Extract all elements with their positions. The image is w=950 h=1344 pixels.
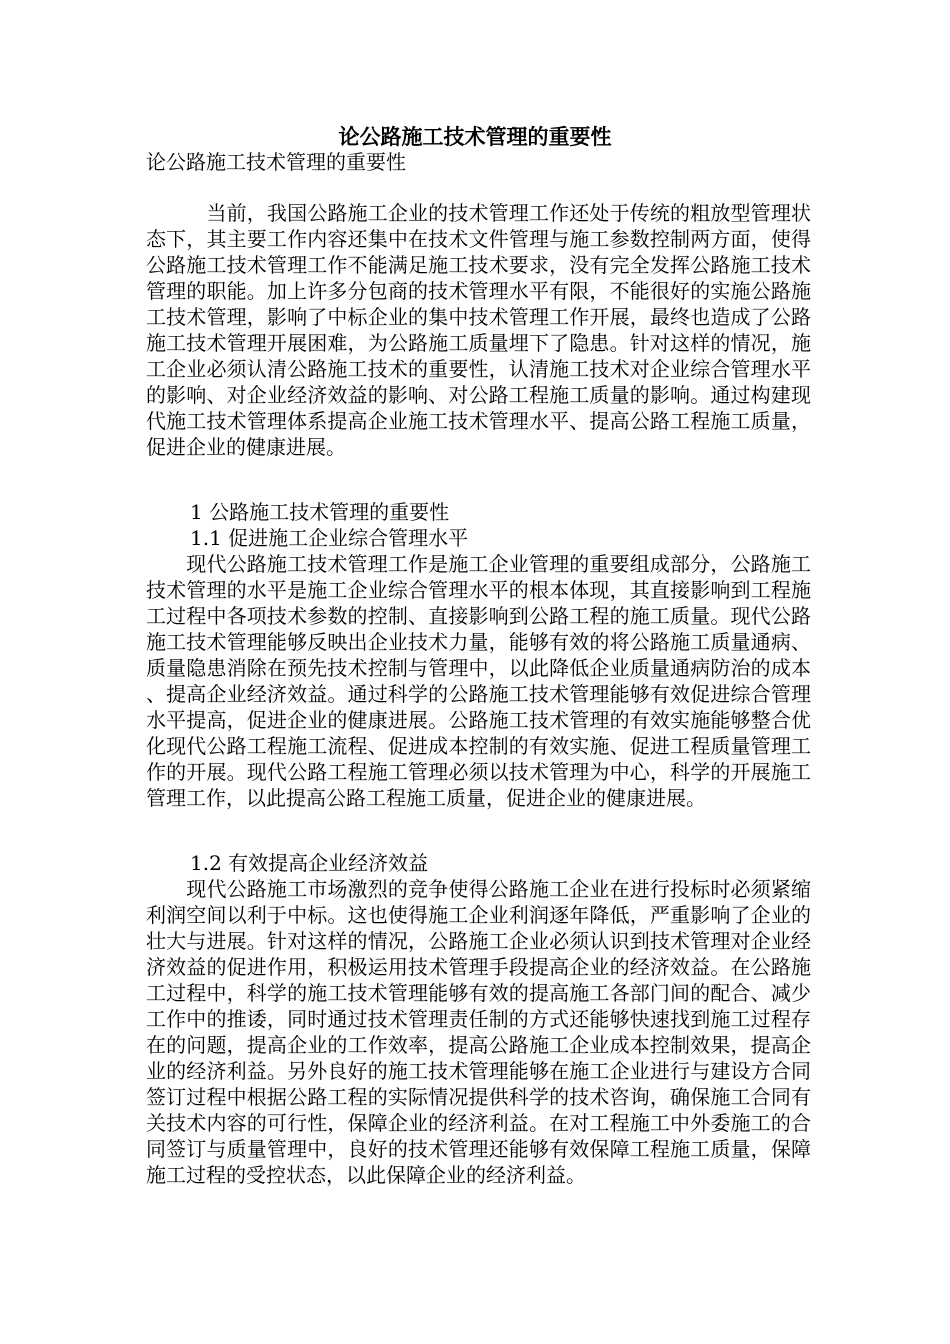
section-1-1-heading: 1.1 促进施工企业综合管理水平 (190, 526, 469, 550)
section-1-1-paragraph: 现代公路施工技术管理工作是施工企业管理的重要组成部分，公路施工技术管理的水平是施工企业综合管理水平的根本体现，其直接影响到工程施工过程中各项技术参数的控制、直接影响到公路工程的施工质量。现代公路施工技术管理能够反映出企业技术力量，能够有效的将公路施工质量通病、质量隐患消除在预先技术控制与管理中，以此降低企业质量通病防治的成本、提高企业经济效益。通过科学的公路施工技术管理能够有效促进综合管理水平提高，促进企业的健康进展。公路施工技术管理的有效实施能够整合优化现代公路工程施工流程、促进成本控制的有效实施、促进工程质量管理工作的开展。现代公路工程施工管理必须以技术管理为中心，科学的开展施工管理工作，以此提高公路工程施工质量，促进企业的健康进展。 (146, 552, 811, 810)
document-subtitle: 论公路施工技术管理的重要性 (146, 150, 406, 174)
section-1-2-heading: 1.2 有效提高企业经济效益 (190, 851, 429, 875)
section-1-heading: 1 公路施工技术管理的重要性 (190, 500, 450, 524)
section-1-2-paragraph: 现代公路施工市场激烈的竞争使得公路施工企业在进行投标时必须紧缩利润空间以利于中标。这也使得施工企业利润逐年降低，严重影响了企业的壮大与进展。针对这样的情况，公路施工企业必须认识到技术管理对企业经济效益的促进作用，积极运用技术管理手段提高企业的经济效益。在公路施工过程中，科学的施工技术管理能够有效的提高施工各部门间的配合、减少工作中的推诿，同时通过技术管理责任制的方式还能够快速找到施工过程存在的问题，提高企业的工作效率，提高公路施工企业成本控制效果，提高企业的经济利益。另外良好的施工技术管理能够在施工企业进行与建设方合同签订过程中根据公路工程的实际情况提供科学的技术咨询，确保施工合同有关技术内容的可行性，保障企业的经济利益。在对工程施工中外委施工的合同签订与质量管理中，良好的技术管理还能够有效保障工程施工质量，保障施工过程的受控状态，以此保障企业的经济利益。 (146, 877, 811, 1187)
intro-paragraph: 当前，我国公路施工企业的技术管理工作还处于传统的粗放型管理状态下，其主要工作内容还集中在技术文件管理与施工参数控制两方面，使得公路施工技术管理工作不能满足施工技术要求，没有完全发挥公路施工技术管理的职能。加上许多分包商的技术管理水平有限，不能很好的实施公路施工技术管理，影响了中标企业的集中技术管理工作开展，最终也造成了公路施工技术管理开展困难，为公路施工质量埋下了隐患。针对这样的情况，施工企业必须认清公路施工技术的重要性，认清施工技术对企业综合管理水平的影响、对企业经济效益的影响、对公路工程施工质量的影响。通过构建现代施工技术管理体系提高企业施工技术管理水平、提高公路工程施工质量，促进企业的健康进展。 (146, 201, 811, 459)
document-title: 论公路施工技术管理的重要性 (338, 124, 612, 149)
